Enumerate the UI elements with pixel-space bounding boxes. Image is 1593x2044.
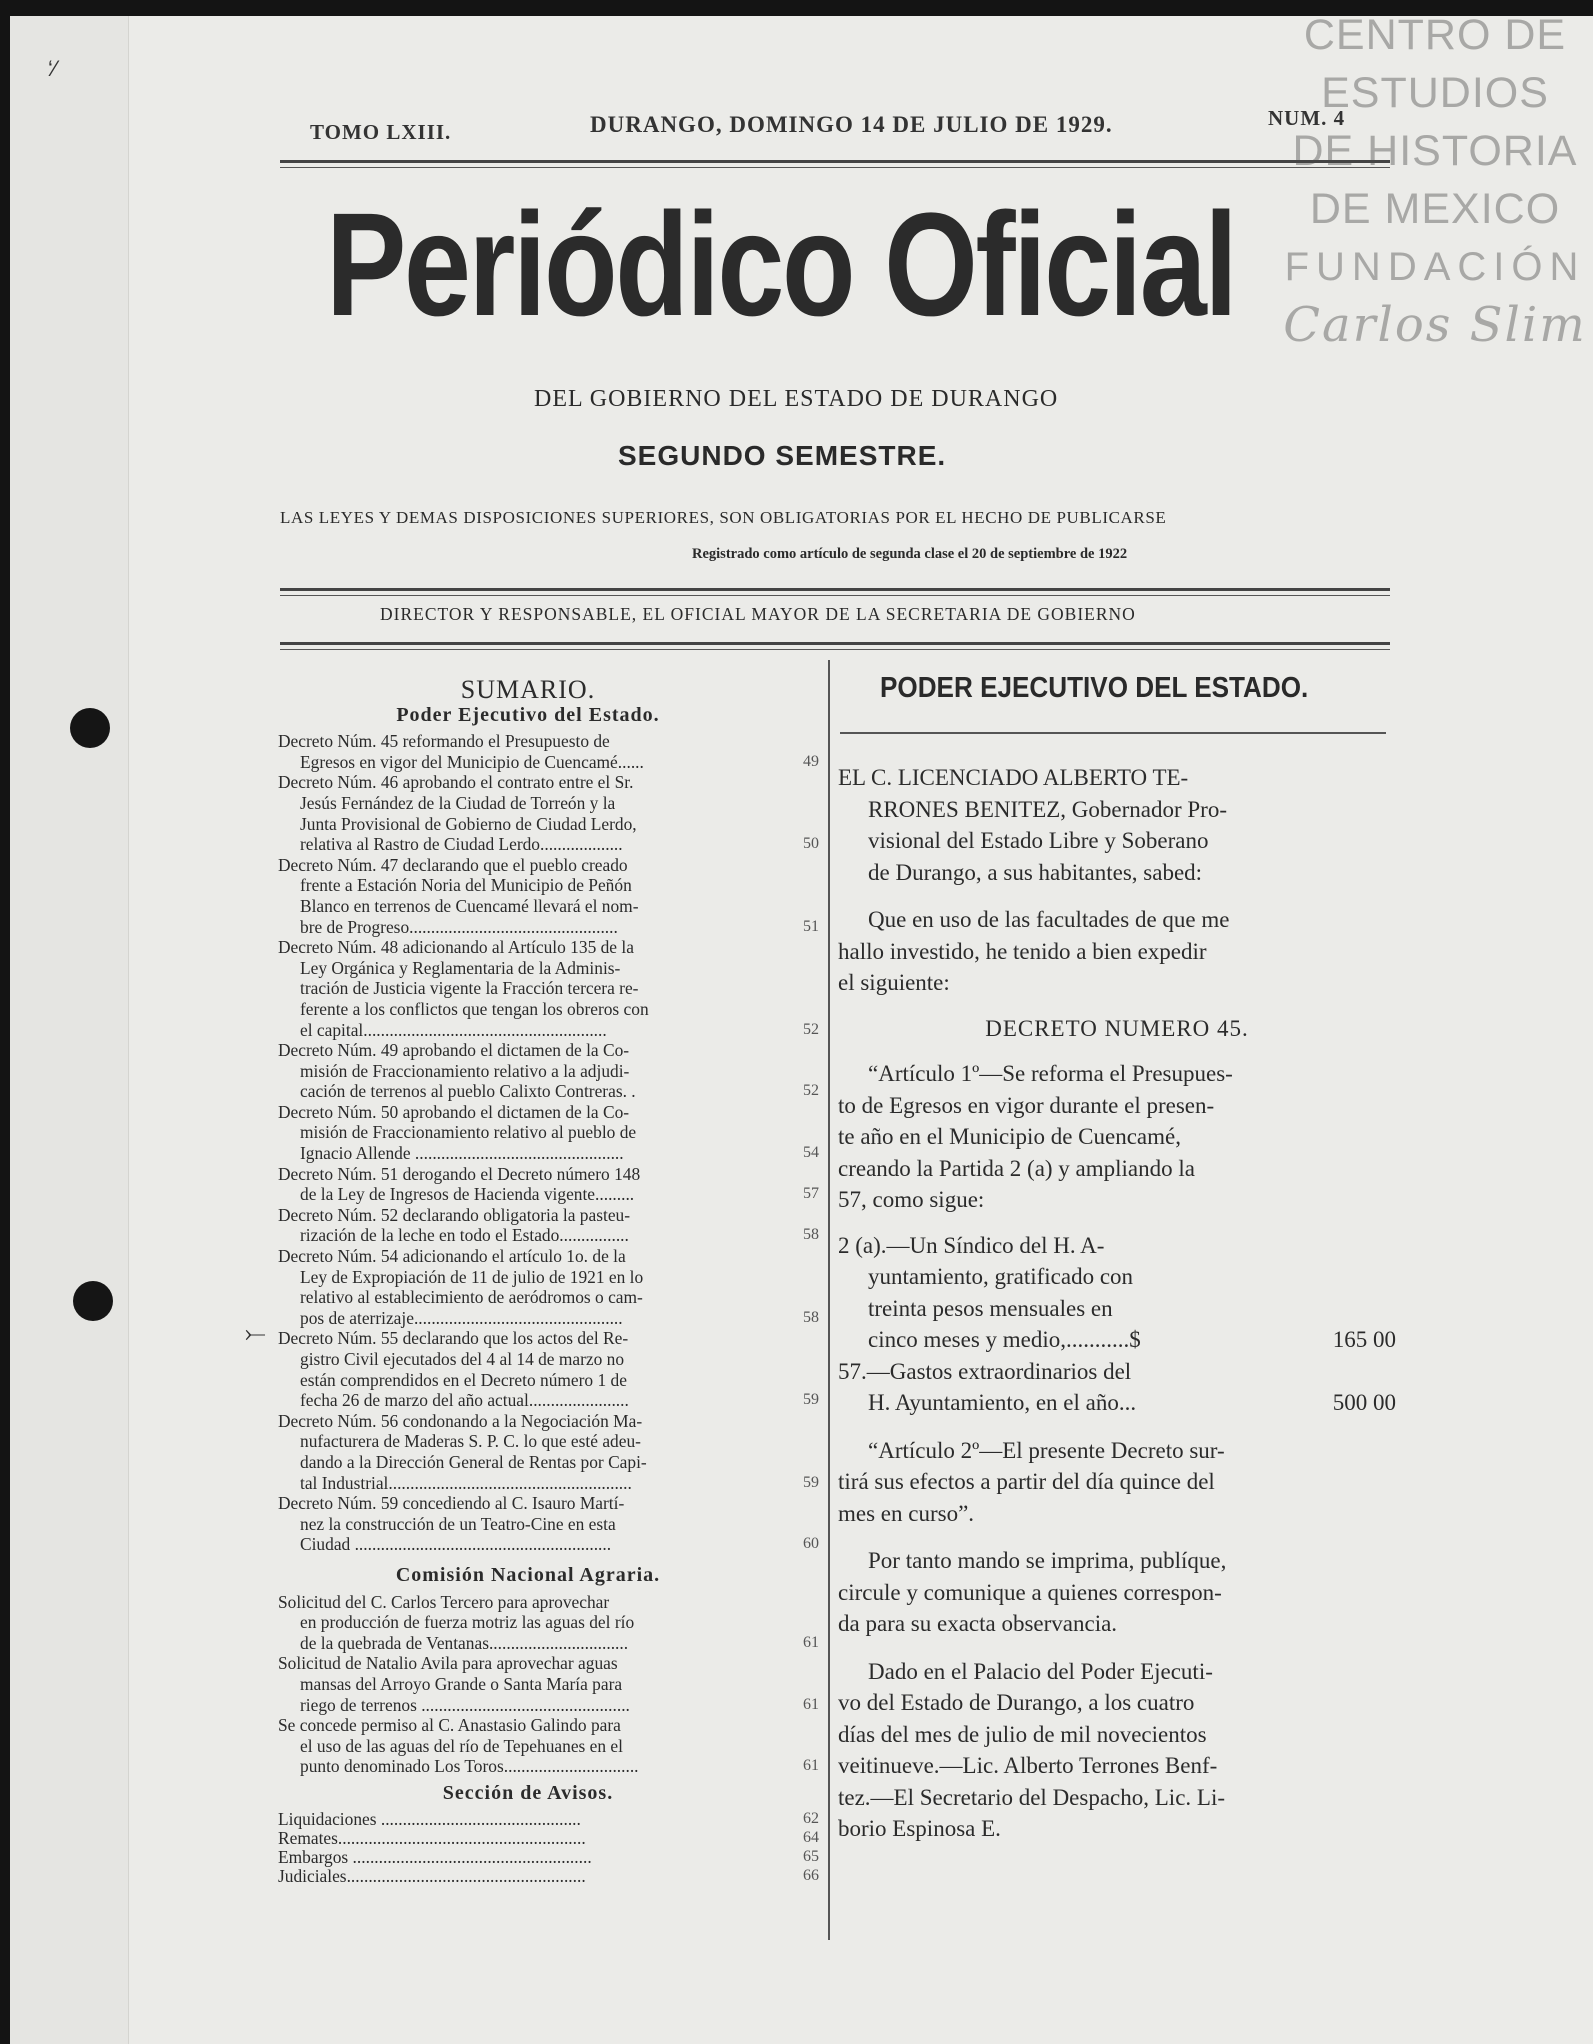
text-line: Que en uso de las facultades de que me (868, 907, 1230, 932)
text-line: Dado en el Palacio del Poder Ejecuti- (868, 1658, 1213, 1684)
sumario-entry-line: Decreto Núm. 48 adicionando al Artículo 135 de la (278, 937, 634, 958)
text-line: circule y comunique a quienes correspon- (838, 1579, 1222, 1605)
sumario-entry-line: Solicitud de Natalio Avila para aprovechar aguas (278, 1653, 618, 1674)
text-line: cinco meses y medio,...........$ (868, 1327, 1141, 1352)
sumario-entry-line: punto denominado Los Toros............................... (300, 1756, 639, 1777)
sumario-entry-line: misión de Fraccionamiento relativo al pueblo de (300, 1122, 637, 1143)
sumario-column (278, 675, 819, 1887)
amount-57: 500 00 (1332, 1390, 1396, 1415)
page-number: 61 (803, 1695, 819, 1713)
column-divider (828, 660, 830, 1940)
page-number: 58 (803, 1226, 819, 1244)
sumario-entry-line: misión de Fraccionamiento relativo a la adjudi- (300, 1060, 630, 1081)
sumario-entry-line: Blanco en terrenos de Cuencamé llevará el nom- (300, 895, 639, 916)
article-2 (838, 1435, 1396, 1530)
preamble-paragraph (838, 904, 1396, 999)
aviso-label: Judiciales....................................................... (278, 1866, 586, 1887)
sumario-entry-line: riego de terrenos ................................................ (300, 1694, 630, 1715)
sumario-entry-line: Decreto Núm. 50 aprobando el dictamen de la Co- (278, 1101, 630, 1122)
sumario-entry (278, 772, 819, 855)
sumario-entry-line: Decreto Núm. 55 declarando que los actos del Re- (278, 1328, 629, 1349)
page-number: 57 (803, 1185, 819, 1203)
page-number: 59 (803, 1391, 819, 1409)
text-line: borio Espinosa E. (838, 1816, 1001, 1841)
sumario-entry-line: Ley de Expropiación de 11 de julio de 1921 en lo (300, 1266, 644, 1287)
text-line: visional del Estado Libre y Soberano (868, 828, 1209, 853)
sumario-entry (278, 1493, 819, 1555)
page-number: 61 (803, 1757, 819, 1775)
sumario-entry-line: Decreto Núm. 56 condonando a la Negociación Ma- (278, 1410, 643, 1431)
punch-hole (73, 1281, 113, 1321)
aviso-entry (278, 1847, 819, 1868)
aviso-entry (278, 1809, 819, 1830)
sumario-entry-line: rización de la leche en todo el Estado................ (300, 1225, 629, 1246)
text-line: hallo investido, he tenido a bien expedir (838, 938, 1207, 964)
sumario-entry-line: frente a Estación Noria del Municipio de Peñón (300, 875, 632, 896)
text-line: RRONES BENITEZ, Gobernador Pro- (868, 796, 1228, 822)
sumario-entry-line: cación de terrenos al pueblo Calixto Contreras. . (300, 1081, 636, 1102)
page-number: 54 (803, 1144, 819, 1162)
watermark-signature: Carlos Slim (1283, 297, 1587, 353)
text-line: 57.—Gastos extraordinarios del (838, 1358, 1132, 1384)
masthead-title: Periódico Oficial (326, 183, 1236, 347)
sumario-entry-line: mansas del Arroyo Grande o Santa María para (300, 1673, 623, 1694)
sumario-entry (278, 731, 819, 772)
page-number: 58 (803, 1308, 819, 1326)
signature-paragraph (838, 1656, 1396, 1845)
text-line: H. Ayuntamiento, en el año... (868, 1390, 1137, 1415)
aviso-entry (278, 1866, 819, 1887)
sumario-entry (278, 1591, 819, 1654)
sumario-list-agraria (278, 1591, 819, 1777)
text-line: treinta pesos mensuales en (868, 1295, 1113, 1321)
sumario-entry-line: tración de Justicia vigente la Fracción tercera re- (300, 978, 639, 999)
item-2a (838, 1230, 1396, 1356)
sumario-entry (278, 1328, 819, 1411)
sumario-entry (278, 1653, 819, 1715)
page-number: 62 (803, 1810, 819, 1828)
watermark-line: DE HISTORIA (1292, 127, 1578, 175)
sumario-entry (278, 1246, 819, 1328)
sumario-entry-line: tal Industrial........................................................ (300, 1472, 632, 1493)
text-line: te año en el Municipio de Cuencamé, (838, 1124, 1181, 1149)
sumario-entry-line: Junta Provisional de Gobierno de Ciudad Lerdo, (300, 813, 637, 834)
sumario-entry-line: de la Ley de Ingresos de Hacienda vigente......... (300, 1184, 635, 1205)
text-line: tirá sus efectos a partir del día quince del (838, 1469, 1215, 1494)
tomo-label: TOMO LXIII. (310, 120, 452, 144)
watermark-line: DE MEXICO (1309, 185, 1561, 233)
page-number: 59 (803, 1473, 819, 1491)
sumario-entry-line: nufacturera de Maderas S. P. C. lo que esté adeu- (300, 1431, 641, 1452)
text-line: 2 (a).—Un Síndico del H. A- (838, 1232, 1105, 1258)
sumario-entry-line: Decreto Núm. 54 adicionando el artículo 1o. de la (278, 1246, 626, 1267)
sumario-entry-line: de la quebrada de Ventanas................................ (300, 1632, 629, 1653)
header-rule (280, 160, 1390, 168)
section-heading-poder: Poder Ejecutivo del Estado. (396, 703, 660, 726)
sumario-entry-line: relativa al Rastro de Ciudad Lerdo................... (300, 834, 623, 855)
page-number: 65 (803, 1848, 819, 1866)
section-title: PODER EJECUTIVO DEL ESTADO. (880, 672, 1309, 704)
masthead-rule (280, 588, 1390, 596)
page-number: 51 (803, 917, 819, 935)
binding-strip (10, 16, 129, 2044)
sumario-entry (278, 1040, 819, 1102)
sumario-entry-line: Solicitud del C. Carlos Tercero para aprovechar (278, 1591, 610, 1612)
sumario-entry (278, 1101, 819, 1164)
director-rule (280, 642, 1390, 650)
aviso-label: Remates......................................................... (278, 1828, 586, 1849)
sumario-entry-line: ferente a los conflictos que tengan los obreros con (300, 998, 649, 1019)
amount-2a: 165 00 (1332, 1327, 1396, 1352)
sumario-entry-line: Egresos en vigor del Municipio de Cuencamé...... (300, 751, 644, 772)
sumario-entry-line: Decreto Núm. 49 aprobando el dictamen de la Co- (278, 1040, 630, 1061)
item-57 (838, 1356, 1396, 1419)
text-line: mes en curso”. (838, 1500, 975, 1526)
text-line: veitinueve.—Lic. Alberto Terrones Benf- (838, 1753, 1218, 1778)
sumario-entry-line: en producción de fuerza motriz las aguas del río (300, 1612, 635, 1633)
sumario-entry-line: Ignacio Allende ................................................ (300, 1143, 624, 1164)
pencil-mark: ‘⁄ (48, 56, 57, 81)
sumario-entry-line: están comprendidos en el Decreto número 1 de (300, 1369, 627, 1390)
page-number: 52 (803, 1020, 819, 1038)
sumario-entry-line: Decreto Núm. 45 reformando el Presupuesto de (278, 731, 610, 752)
sumario-entry-line: Ciudad ........................................................... (300, 1534, 612, 1555)
section-heading-avisos: Sección de Avisos. (442, 1781, 614, 1804)
sumario-entry-line: bre de Progreso................................................ (300, 916, 618, 937)
text-line: creando la Partida 2 (a) y ampliando la (838, 1155, 1195, 1181)
sumario-entry (278, 1410, 819, 1493)
sumario-entry-line: nez la construcción de un Teatro-Cine en esta (300, 1513, 616, 1534)
text-line: Por tanto mando se imprima, publíque, (868, 1548, 1227, 1573)
page-number: 64 (803, 1829, 819, 1847)
sumario-entry (278, 1163, 819, 1205)
sumario-entry (278, 854, 819, 937)
sumario-entry-line: dando a la Dirección General de Rentas por Capi- (300, 1451, 647, 1472)
promulgation-paragraph (838, 1545, 1396, 1640)
masthead-subtitle: DEL GOBIERNO DEL ESTADO DE DURANGO (534, 386, 1059, 412)
sumario-entry-line: relativo al establecimiento de aeródromos o cam- (300, 1287, 643, 1308)
legal-notice: LAS LEYES Y DEMAS DISPOSICIONES SUPERIORES, SON OBLIGATORIAS POR EL HECHO DE PUBLICARSE (280, 508, 1167, 527)
sumario-entry-line: Ley Orgánica y Reglamentaria de la Adminis- (300, 957, 621, 978)
pencil-arrow-mark: ⤚ (245, 1318, 266, 1348)
date-line: DURANGO, DOMINGO 14 DE JULIO DE 1929. (590, 112, 1113, 137)
sumario-entry (278, 1204, 819, 1246)
text-line: tez.—El Secretario del Despacho, Lic. Li- (838, 1784, 1226, 1810)
director-line: DIRECTOR Y RESPONSABLE, EL OFICIAL MAYOR DE LA SECRETARIA DE GOBIERNO (380, 604, 1136, 624)
sumario-heading: SUMARIO. (460, 675, 596, 704)
sumario-entry (278, 1715, 819, 1777)
sumario-entry-line: Decreto Núm. 59 concediendo al C. Isauro Martí- (278, 1493, 625, 1514)
sumario-entry-line: Decreto Núm. 52 declarando obligatoria la pasteu- (278, 1204, 631, 1225)
sumario-entry-line: el uso de las aguas del río de Tepehuanes en el (300, 1735, 623, 1756)
semester-label: SEGUNDO SEMESTRE. (618, 440, 947, 471)
article-1 (838, 1058, 1396, 1216)
text-line: vo del Estado de Durango, a los cuatro (838, 1690, 1195, 1715)
page-number: 66 (803, 1867, 819, 1885)
watermark-line: ESTUDIOS (1321, 69, 1549, 117)
section-title-rule (840, 732, 1386, 734)
sumario-entry-line: gistro Civil ejecutados del 4 al 14 de marzo no (300, 1349, 625, 1369)
text-line: “Artículo 2º—El presente Decreto sur- (868, 1437, 1225, 1463)
decree-body (838, 762, 1396, 1845)
page-number: 52 (803, 1082, 819, 1100)
registration-note: Registrado como artículo de segunda clase el 20 de septiembre de 1922 (692, 546, 1128, 562)
page-number: 61 (803, 1633, 819, 1651)
decree-title: DECRETO NUMERO 45. (985, 1015, 1249, 1041)
text-line: de Durango, a sus habitantes, sabed: (868, 859, 1203, 885)
sumario-entry (278, 937, 819, 1040)
page-number: 60 (803, 1535, 819, 1553)
aviso-label: Embargos ....................................................... (278, 1847, 592, 1868)
page-number: 49 (803, 752, 819, 770)
text-line: EL C. LICENCIADO ALBERTO TE- (838, 765, 1189, 790)
text-line: to de Egresos en vigor durante el presen- (838, 1092, 1215, 1118)
text-line: “Artículo 1º—Se reforma el Presupues- (868, 1061, 1233, 1086)
page-number: 50 (803, 835, 819, 853)
issue-number: NUM. 4 (1268, 106, 1346, 130)
text-line: 57, como sigue: (838, 1187, 985, 1212)
sumario-list-avisos (278, 1809, 819, 1887)
sumario-list-decrees (278, 731, 819, 1555)
watermark (1270, 6, 1593, 354)
sumario-entry-line: Decreto Núm. 46 aprobando el contrato entre el Sr. (278, 772, 634, 793)
sumario-entry-line: Jesús Fernández de la Ciudad de Torreón y la (300, 792, 616, 813)
text-line: yuntamiento, gratificado con (868, 1264, 1134, 1289)
sumario-entry-line: el capital........................................................ (300, 1019, 607, 1040)
text-line: días del mes de julio de mil novecientos (838, 1721, 1207, 1747)
watermark-fundacion: FUNDACIÓN (1284, 245, 1586, 289)
sumario-entry-line: Decreto Núm. 47 declarando que el pueblo creado (278, 854, 628, 875)
aviso-label: Liquidaciones .............................................. (278, 1809, 581, 1830)
punch-hole (70, 708, 110, 748)
sumario-entry-line: Se concede permiso al C. Anastasio Galindo para (278, 1715, 621, 1736)
sumario-entry-line: fecha 26 de marzo del año actual....................... (300, 1390, 629, 1411)
sumario-entry-line: pos de aterrizaje................................................ (300, 1307, 623, 1328)
sumario-entry-line: Decreto Núm. 51 derogando el Decreto número 148 (278, 1163, 641, 1184)
section-heading-comision: Comisión Nacional Agraria. (395, 1563, 661, 1586)
aviso-entry (278, 1828, 819, 1849)
intro-paragraph (838, 762, 1396, 888)
text-line: el siguiente: (838, 970, 950, 995)
watermark-line: CENTRO DE (1303, 11, 1567, 59)
text-line: da para su exacta observancia. (838, 1611, 1118, 1636)
